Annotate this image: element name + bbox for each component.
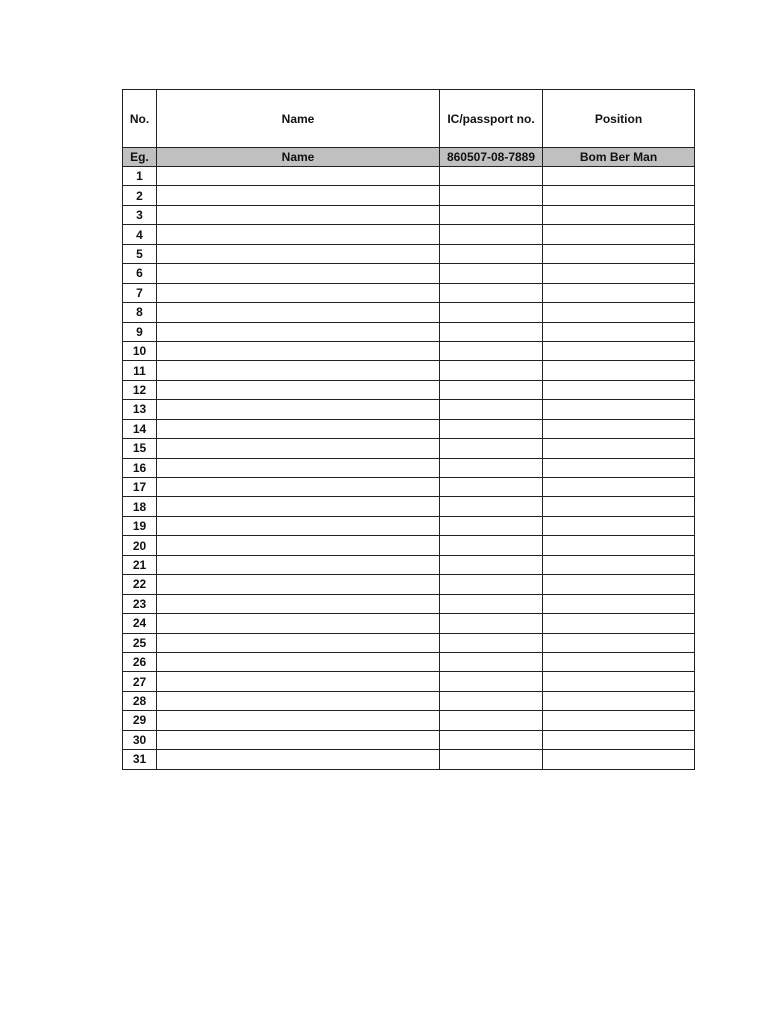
row-number: 10 — [123, 341, 157, 360]
ic-passport-cell[interactable] — [440, 361, 543, 380]
table-row — [123, 672, 695, 691]
ic-passport-cell[interactable] — [440, 303, 543, 322]
ic-passport-cell[interactable] — [440, 439, 543, 458]
row-number: 20 — [123, 536, 157, 555]
ic-passport-cell[interactable] — [440, 536, 543, 555]
row-number: 4 — [123, 225, 157, 244]
row-number: 19 — [123, 516, 157, 535]
table-row — [123, 380, 695, 399]
ic-passport-cell[interactable] — [440, 380, 543, 399]
table-row — [123, 614, 695, 633]
position-cell[interactable] — [543, 458, 695, 477]
ic-passport-cell[interactable] — [440, 711, 543, 730]
row-number: 22 — [123, 575, 157, 594]
row-number: 6 — [123, 264, 157, 283]
header-no: No. — [123, 90, 157, 148]
table-row — [123, 536, 695, 555]
name-cell[interactable] — [157, 283, 440, 302]
table-row — [123, 283, 695, 302]
row-number: 26 — [123, 652, 157, 671]
ic-passport-cell[interactable] — [440, 594, 543, 613]
position-cell[interactable] — [543, 205, 695, 224]
position-cell[interactable] — [543, 614, 695, 633]
ic-passport-cell[interactable] — [440, 516, 543, 535]
position-cell[interactable] — [543, 361, 695, 380]
ic-passport-cell[interactable] — [440, 186, 543, 205]
position-cell[interactable] — [543, 536, 695, 555]
name-cell[interactable] — [157, 380, 440, 399]
row-number: 17 — [123, 478, 157, 497]
name-cell[interactable] — [157, 244, 440, 263]
ic-passport-cell[interactable] — [440, 614, 543, 633]
position-cell[interactable] — [543, 283, 695, 302]
row-number: 24 — [123, 614, 157, 633]
row-number: 1 — [123, 167, 157, 186]
position-cell[interactable] — [543, 575, 695, 594]
table-header-row — [123, 90, 695, 148]
name-cell[interactable] — [157, 225, 440, 244]
position-cell[interactable] — [543, 322, 695, 341]
position-cell[interactable] — [543, 594, 695, 613]
position-cell[interactable] — [543, 244, 695, 263]
table-row — [123, 730, 695, 749]
position-cell[interactable] — [543, 516, 695, 535]
name-cell[interactable] — [157, 555, 440, 574]
name-cell[interactable] — [157, 594, 440, 613]
name-cell[interactable] — [157, 419, 440, 438]
table-row — [123, 167, 695, 186]
name-cell[interactable] — [157, 400, 440, 419]
row-number: 9 — [123, 322, 157, 341]
table-row — [123, 497, 695, 516]
registration-sheet — [122, 89, 694, 770]
row-number: 16 — [123, 458, 157, 477]
row-number: 5 — [123, 244, 157, 263]
table-row — [123, 264, 695, 283]
name-cell[interactable] — [157, 361, 440, 380]
table-row — [123, 186, 695, 205]
row-number: 18 — [123, 497, 157, 516]
name-cell[interactable] — [157, 341, 440, 360]
name-cell[interactable] — [157, 750, 440, 769]
name-cell[interactable] — [157, 205, 440, 224]
header-ic-passport: IC/passport no. — [440, 90, 543, 148]
ic-passport-cell[interactable] — [440, 478, 543, 497]
example-ic: 860507-08-7889 — [440, 148, 543, 167]
table-row — [123, 575, 695, 594]
ic-passport-cell[interactable] — [440, 672, 543, 691]
ic-passport-cell[interactable] — [440, 264, 543, 283]
row-number: 27 — [123, 672, 157, 691]
table-row — [123, 225, 695, 244]
example-no: Eg. — [123, 148, 157, 167]
row-number: 21 — [123, 555, 157, 574]
position-cell[interactable] — [543, 633, 695, 652]
name-cell[interactable] — [157, 652, 440, 671]
position-cell[interactable] — [543, 186, 695, 205]
position-cell[interactable] — [543, 672, 695, 691]
table-row — [123, 439, 695, 458]
example-position: Bom Ber Man — [543, 148, 695, 167]
ic-passport-cell[interactable] — [440, 633, 543, 652]
name-cell[interactable] — [157, 691, 440, 710]
position-cell[interactable] — [543, 497, 695, 516]
ic-passport-cell[interactable] — [440, 750, 543, 769]
position-cell[interactable] — [543, 439, 695, 458]
row-number: 15 — [123, 439, 157, 458]
position-cell[interactable] — [543, 652, 695, 671]
row-number: 13 — [123, 400, 157, 419]
name-cell[interactable] — [157, 167, 440, 186]
ic-passport-cell[interactable] — [440, 555, 543, 574]
ic-passport-cell[interactable] — [440, 730, 543, 749]
name-cell[interactable] — [157, 439, 440, 458]
name-cell[interactable] — [157, 672, 440, 691]
ic-passport-cell[interactable] — [440, 244, 543, 263]
position-cell[interactable] — [543, 303, 695, 322]
position-cell[interactable] — [543, 555, 695, 574]
ic-passport-cell[interactable] — [440, 400, 543, 419]
name-cell[interactable] — [157, 497, 440, 516]
row-number: 31 — [123, 750, 157, 769]
table-row — [123, 205, 695, 224]
table-row — [123, 633, 695, 652]
participant-table — [122, 89, 695, 770]
row-number: 2 — [123, 186, 157, 205]
position-cell[interactable] — [543, 264, 695, 283]
table-row — [123, 516, 695, 535]
name-cell[interactable] — [157, 575, 440, 594]
table-row — [123, 652, 695, 671]
table-row — [123, 244, 695, 263]
ic-passport-cell[interactable] — [440, 458, 543, 477]
ic-passport-cell[interactable] — [440, 322, 543, 341]
name-cell[interactable] — [157, 458, 440, 477]
ic-passport-cell[interactable] — [440, 341, 543, 360]
name-cell[interactable] — [157, 478, 440, 497]
row-number: 3 — [123, 205, 157, 224]
name-cell[interactable] — [157, 516, 440, 535]
ic-passport-cell[interactable] — [440, 691, 543, 710]
name-cell[interactable] — [157, 303, 440, 322]
ic-passport-cell[interactable] — [440, 419, 543, 438]
row-number: 25 — [123, 633, 157, 652]
row-number: 12 — [123, 380, 157, 399]
row-number: 8 — [123, 303, 157, 322]
name-cell[interactable] — [157, 186, 440, 205]
name-cell[interactable] — [157, 633, 440, 652]
position-cell[interactable] — [543, 419, 695, 438]
row-number: 29 — [123, 711, 157, 730]
name-cell[interactable] — [157, 536, 440, 555]
table-row — [123, 478, 695, 497]
position-cell[interactable] — [543, 380, 695, 399]
row-number: 14 — [123, 419, 157, 438]
table-body — [123, 148, 695, 770]
position-cell[interactable] — [543, 730, 695, 749]
table-row — [123, 341, 695, 360]
ic-passport-cell[interactable] — [440, 575, 543, 594]
table-row — [123, 458, 695, 477]
ic-passport-cell[interactable] — [440, 497, 543, 516]
row-number: 7 — [123, 283, 157, 302]
position-cell[interactable] — [543, 691, 695, 710]
example-row — [123, 148, 695, 167]
row-number: 23 — [123, 594, 157, 613]
ic-passport-cell[interactable] — [440, 205, 543, 224]
table-row — [123, 303, 695, 322]
position-cell[interactable] — [543, 341, 695, 360]
position-cell[interactable] — [543, 400, 695, 419]
ic-passport-cell[interactable] — [440, 283, 543, 302]
ic-passport-cell[interactable] — [440, 225, 543, 244]
header-name: Name — [157, 90, 440, 148]
table-row — [123, 361, 695, 380]
row-number: 11 — [123, 361, 157, 380]
table-row — [123, 322, 695, 341]
position-cell[interactable] — [543, 750, 695, 769]
name-cell[interactable] — [157, 730, 440, 749]
name-cell[interactable] — [157, 711, 440, 730]
table-row — [123, 691, 695, 710]
table-row — [123, 419, 695, 438]
table-row — [123, 711, 695, 730]
name-cell[interactable] — [157, 614, 440, 633]
header-position: Position — [543, 90, 695, 148]
table-row — [123, 555, 695, 574]
position-cell[interactable] — [543, 711, 695, 730]
name-cell[interactable] — [157, 264, 440, 283]
ic-passport-cell[interactable] — [440, 652, 543, 671]
name-cell[interactable] — [157, 322, 440, 341]
row-number: 28 — [123, 691, 157, 710]
position-cell[interactable] — [543, 167, 695, 186]
position-cell[interactable] — [543, 478, 695, 497]
ic-passport-cell[interactable] — [440, 167, 543, 186]
table-row — [123, 594, 695, 613]
table-row — [123, 400, 695, 419]
example-name: Name — [157, 148, 440, 167]
position-cell[interactable] — [543, 225, 695, 244]
table-row — [123, 750, 695, 769]
row-number: 30 — [123, 730, 157, 749]
